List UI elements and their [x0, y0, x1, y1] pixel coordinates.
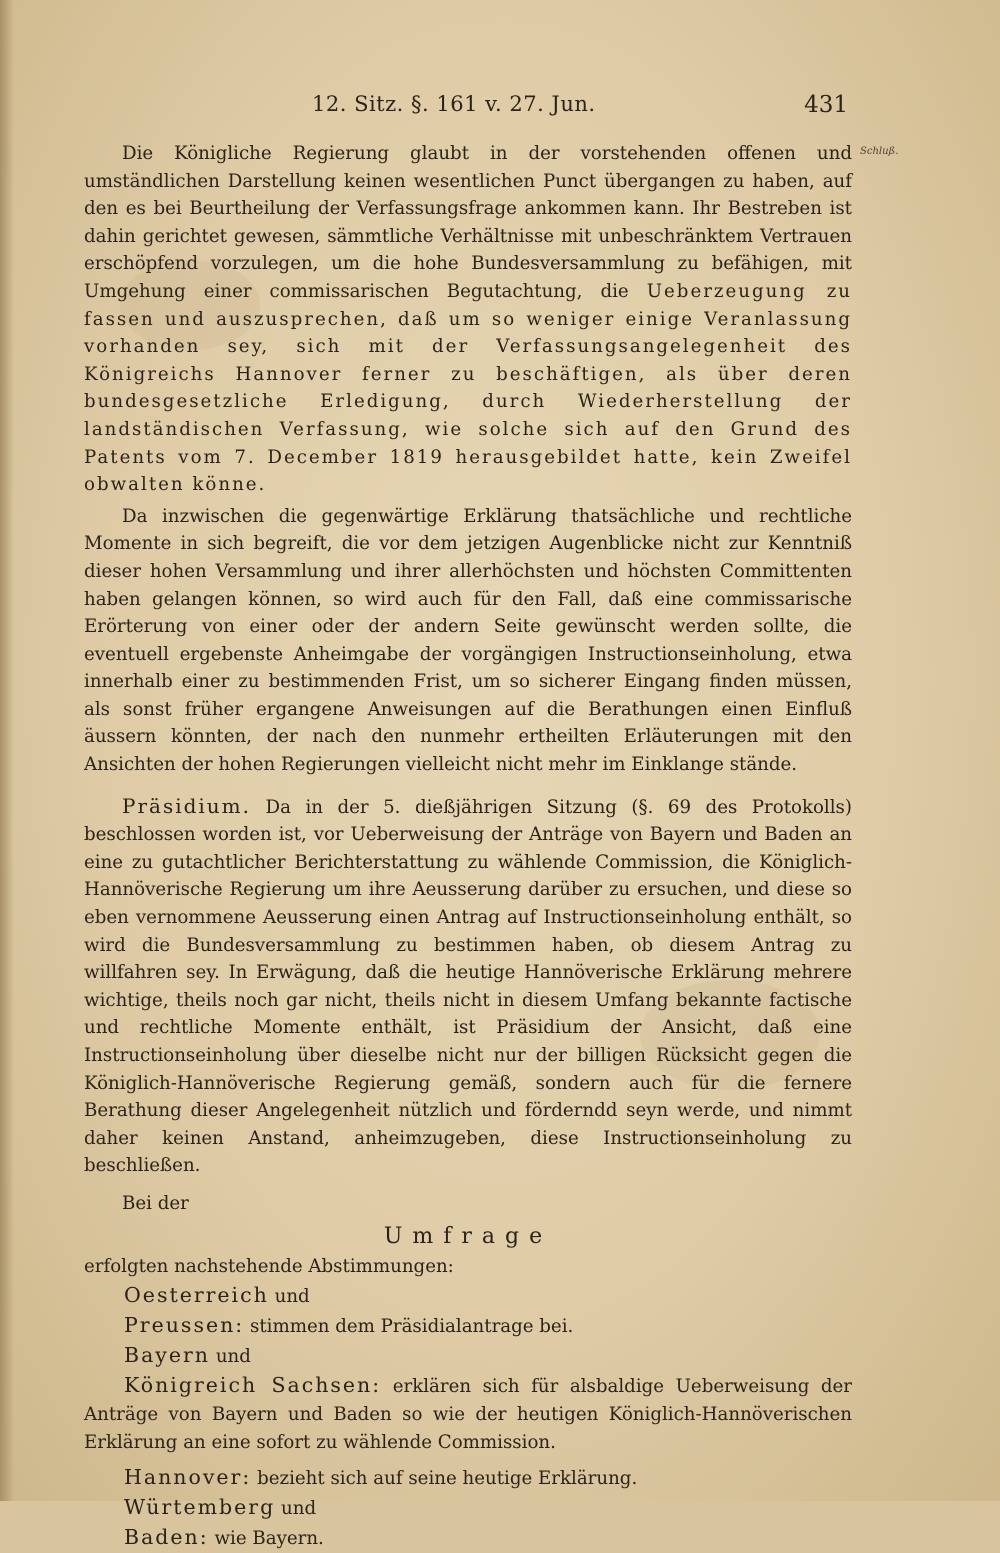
page-number: 431	[804, 92, 848, 118]
vote-preussen	[84, 1311, 852, 1341]
vote-text: bezieht sich auf seine heutige Erklärung.	[257, 1467, 638, 1489]
paragraph-1-spaced-text: Ueberzeugung zu fassen und auszusprechen, daß um so weniger einige Veranlassung vorhanden sey, sich mit der Verfassungsangelegenheit des Königreichs Hannover ferner zu beschäftigen, als über deren bundesgesetzliche Erledigung, durch Wiederherstellung der landständischen Verfassung, wie solche sich auf den Grund des Patents vom 7. December 1819 herausgebildet hatte, kein Zweifel obwalten könne.	[84, 280, 852, 496]
vote-oesterreich	[84, 1281, 852, 1311]
vote-text: und	[215, 1345, 251, 1367]
umfrage-heading: Umfrage	[383, 1223, 553, 1249]
votes-intro: erfolgten nachstehende Abstimmungen:	[84, 1255, 454, 1277]
vote-state: Hannover:	[124, 1464, 252, 1489]
vote-state: Preussen:	[124, 1312, 245, 1337]
vote-baden	[84, 1523, 852, 1553]
vote-state: Königreich Sachsen:	[124, 1372, 382, 1397]
bei-der-line: Bei der	[122, 1192, 189, 1214]
vote-state: Oesterreich	[124, 1282, 269, 1307]
paragraph-1-text: Die Königliche Regierung glaubt in der vorstehenden offenen und umständlichen Darstellung keinen wesentlichen Punct übergangen zu haben, auf den es bei Beurtheilung der Verfassungsfrage ankommen kann. Ihr Bestreben ist dahin gerichtet gewesen, sämmtliche Verhältnisse mit unbeschränktem Vertrauen erschöpfend vorzulegen, um die hohe Bundesversammlung zu befähigen, mit Umgehung einer commissarischen Begutachtung, die	[84, 143, 852, 302]
paragraph-1	[84, 140, 852, 499]
vote-text: und	[274, 1285, 310, 1307]
page-header	[84, 92, 854, 132]
vote-hannover	[84, 1463, 852, 1493]
vote-text: erklären sich für alsbaldige Ueberweisung der Anträge von Bayern und Baden so wie der heutigen Königlich-Hannöverischen Erklärung an eine sofort zu wählende Commission.	[84, 1375, 852, 1453]
margin-note: Schluß.	[860, 146, 899, 157]
vote-state: Würtemberg	[124, 1494, 276, 1519]
paragraph-3-text: Da in der 5. dießjährigen Sitzung (§. 69 des Protokolls) beschlossen worden ist, vor Ueberweisung der Anträge von Bayern und Baden an eine zu gutachtlicher Berichterstattung zu wählende Commission, die Königlich-Hannöverische Regierung um ihre Aeusserung darüber zu ersuchen, und diese so eben vernommene Aeusserung einen Antrag auf Instructionseinholung enthält, so wird die Bundesversammlung zu bestimmen haben, ob diesem Antrag zu willfahren sey. In Erwägung, daß die heutige Hannöverische Erklärung mehrere wichtige, theils noch gar nicht, theils nicht in diesem Umfang bekannte factische und rechtliche Momente enthält, ist Präsidium der Ansicht, daß eine Instructionseinholung über dieselbe nicht nur der billigen Rücksicht gegen die Königlich-Hannöverische Regierung gemäß, sondern auch für die fernere Berathung dieser Angelegenheit nützlich und förderndd seyn werde, und nimmt daher keinen Anstand, anheimzugeben, diese Instructionseinholung zu beschließen.	[84, 796, 852, 1177]
page-edge-shadow	[0, 0, 14, 1501]
vote-state: Bayern	[124, 1342, 211, 1367]
vote-bayern	[84, 1341, 852, 1371]
running-head: 12. Sitz. §. 161 v. 27. Jun.	[312, 92, 596, 116]
vote-text: stimmen dem Präsidialantrage bei.	[250, 1315, 574, 1337]
presidium-heading: Präsidium.	[122, 793, 252, 818]
paragraph-2: Da inzwischen die gegenwärtige Erklärung thatsächliche und rechtliche Momente in sich begreift, die vor dem jetzigen Augenblicke nicht zur Kenntniß dieser hohen Versammlung und ihrer allerhöchsten und höchsten Committenten haben gelangen können, so wird auch für den Fall, daß eine commissarische Erörterung von einer oder der andern Seite gewünscht werden sollte, die eventuell ergebenste Anheimgabe der vorgängigen Instructionseinholung, etwa innerhalb einer zu bestimmenden Frist, um so sicherer Eingang finden müssen, als sonst früher ergangene Anweisungen auf die Berathungen einen Einfluß äussern könnten, der nach den nunmehr ertheilten Erläuterungen mit den Ansichten der hohen Regierungen vielleicht nicht mehr im Einklange stände.	[84, 505, 852, 776]
vote-text: wie Bayern.	[214, 1527, 324, 1549]
vote-wuertemberg	[84, 1493, 852, 1523]
page-body	[84, 140, 852, 1553]
vote-state: Baden:	[124, 1524, 209, 1549]
paragraph-3	[84, 793, 852, 1180]
vote-text: und	[281, 1497, 317, 1519]
paragraph-gap	[84, 779, 852, 793]
vote-sachsen	[84, 1371, 852, 1457]
